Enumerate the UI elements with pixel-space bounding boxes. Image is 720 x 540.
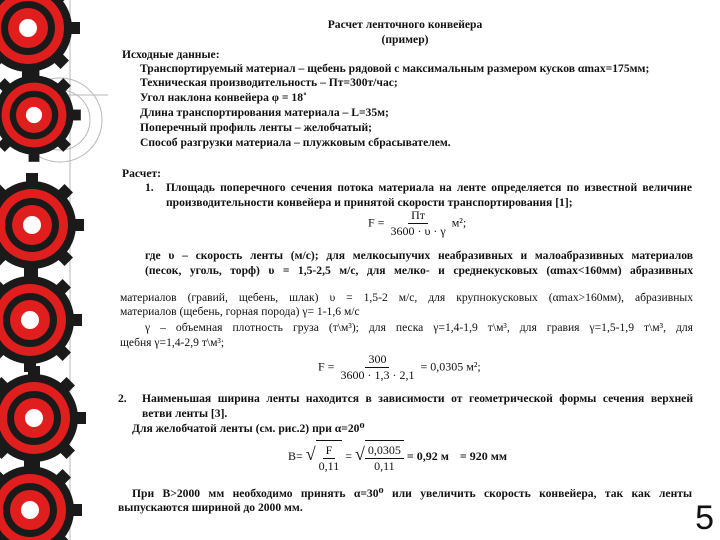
step-number: 1. [145,181,154,194]
final-note: При В>2000 мм необходимо принять α=30⁰ или увеличить скорость конвейера, так как ленты [132,487,692,500]
formula-lhs: F = [318,359,335,374]
formula-unit: м²; [451,215,467,230]
explanation-line: материалов (гравий, щебень, шлак) υ = 1,5-2 м/с, для крупнокусковых (αmax>160мм), абразивных [120,291,693,304]
document-subtitle: (пример) [381,33,429,46]
explanation-line: (песок, уголь, торф) υ = 1,5-2,5 м/с, для мелко- и среднекусковых (αmax<160мм) абразивных [145,264,693,277]
initial-data-item: Поперечный профиль ленты – желобчатый; [140,121,373,134]
formula-result: = 0,92 м [406,448,449,463]
formula-result-mm: = 920 мм [459,448,508,463]
step1-text: Площадь поперечного сечения потока материала на ленте определяется по известной величине [166,181,692,194]
explanation-line: γ – объемная плотность груза (т\м³); для песка γ=1,4-1,9 т\м³, для гравия γ=1,5-1,9 т\м³, для [145,321,693,334]
formula-fraction [387,208,448,239]
initial-data-item: Техническая производительность – Пт=300т/час; [140,76,398,89]
slide-number: 5 [695,499,714,537]
formula-area: B= √ $\frac{F}{0,11}$ = √ $\frac{0,0305}{0,11}$ = 0,92 м = 920 мм [288,440,507,474]
gear-stripe-decoration [0,0,108,540]
root-a [316,440,343,474]
explanation-line: где υ – скорость ленты (м/с); для мелкосыпучих неабразивных и малоабразивных материалов [145,249,693,262]
formula-area [368,208,466,239]
formula-result: = 0,0305 м²; [420,359,481,374]
initial-data-heading: Исходные данные: [122,48,220,61]
formula-denominator: 0,11 [318,459,340,473]
formula-denominator: 3600 · υ · γ [390,224,446,238]
step2-text: ветви ленты [3]. [142,407,228,420]
initial-data-item: Транспортируемый материал – щебень рядовой с максимальным размером кусков αmax=175мм; [140,62,650,75]
formula-lhs: F = [368,215,385,230]
formula-equals: = [345,448,353,463]
formula-numerator: Пт [408,208,428,224]
final-note: выпускаются шириной до 2000 мм. [118,501,303,514]
formula-lhs: B= [288,448,303,463]
step2-text: Наименьшая ширина ленты находится в зависимости от геометрической формы сечения верхней [142,392,693,405]
explanation-line: материалов (щебень, горная порода) γ= 1-1,6 м/с [120,305,360,318]
step-number: 2. [118,392,127,405]
formula-numerator: F [323,443,336,459]
trough-condition: Для желобчатой ленты (см. рис.2) при α=20⁰ [132,422,365,435]
step1-text: производительности конвейера и принятой скорости транспортирования [1]; [166,196,573,209]
initial-data-item: Угол наклона конвейера φ = 18˚ [140,91,307,104]
initial-data-item: Длина транспортирования материала – L=35м; [140,106,389,119]
formula-denominator: 0,11 [374,459,395,473]
root-b [365,440,404,474]
formula-numerator: 0,0305 [365,443,404,459]
calc-heading: Расчет: [122,167,162,180]
formula-numerator: 300 [365,352,389,368]
document-title: Расчет ленточного конвейера [327,18,483,31]
initial-data-item: Способ разгрузки материала – плужковым сбрасывателем. [140,136,451,149]
formula-area [318,352,481,383]
formula-fraction [337,352,417,383]
explanation-line: щебня γ=1,4-2,9 т\м³; [120,336,225,349]
formula-denominator: 3600 · 1,3 · 2,1 [340,368,415,382]
